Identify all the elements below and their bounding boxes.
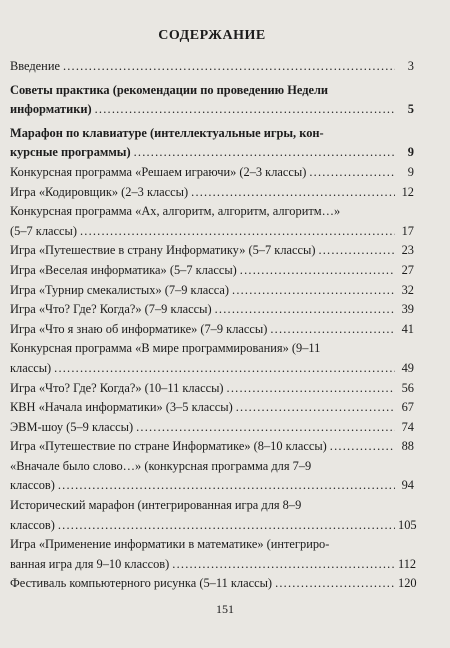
toc-entry-in-the-beginning[interactable]: [10, 457, 414, 496]
toc-page-number: 23: [401, 243, 414, 258]
toc-entry-programming-world[interactable]: [10, 339, 414, 378]
toc-page-number: 12: [401, 184, 414, 199]
page-title: СОДЕРЖАНИЕ: [158, 28, 266, 43]
toc-entry-text-line1: «Вначале было слово…» (конкурсная программа для 7–9: [10, 458, 312, 473]
toc-entry-text-line1: Советы практика (рекомендации по проведению Недели: [10, 82, 329, 97]
page-number: 151: [216, 602, 234, 616]
toc-entry-text: Фестиваль компьютерного рисунка (5–11 классы): [10, 576, 273, 591]
toc-entry-text: Игра «Кодировщик» (2–3 классы): [10, 184, 189, 199]
toc-entry-text: классов): [10, 517, 55, 532]
toc-page-number: 32: [401, 282, 414, 297]
toc-page-number: 94: [401, 478, 414, 493]
toc-page-number: 27: [401, 262, 414, 277]
toc-entry-text: Конкурсная программа «Решаем играючи» (2–3 классы): [10, 164, 307, 179]
toc-entry-historical-marathon[interactable]: [10, 496, 417, 535]
toc-entry-playful-solving[interactable]: [10, 163, 414, 183]
leader-dots: [270, 320, 395, 340]
leader-dots: [232, 281, 395, 301]
toc-entry-kvn[interactable]: [10, 398, 414, 418]
toc-entry-text: Игра «Путешествие в страну Информатику» (5–7 классы): [10, 243, 316, 258]
toc-entry-text-line1: Конкурсная программа «В мире программирования» (9–11: [10, 341, 321, 356]
toc-entry-text: Игра «Турнир смекалистых» (7–9 класса): [10, 282, 230, 297]
leader-dots: [134, 143, 395, 163]
toc-page-number: 112: [398, 556, 417, 571]
table-of-contents: [10, 57, 417, 594]
toc-entry-algorithm-program[interactable]: [10, 202, 414, 241]
toc-page-number: 74: [401, 419, 414, 434]
toc-page-number: 67: [401, 400, 414, 415]
leader-dots: [215, 300, 395, 320]
toc-entry-text: Игра «Что? Где? Когда?» (10–11 классы): [10, 380, 224, 395]
toc-page-number: 39: [401, 302, 414, 317]
toc-entry-informatics-in-math[interactable]: [10, 535, 417, 574]
toc-page-number: 9: [407, 164, 414, 179]
toc-entry-text: КВН «Начала информатики» (3–5 классы): [10, 400, 233, 415]
toc-entry-smart-tournament[interactable]: [10, 281, 414, 301]
toc-entry-text: Введение: [10, 59, 60, 73]
leader-dots: [191, 183, 395, 203]
leader-dots: [236, 398, 395, 418]
toc-page-number: 56: [401, 380, 414, 395]
toc-page-number: 9: [407, 145, 414, 160]
toc-entry-text: информатики): [10, 102, 92, 117]
toc-entry-text: Игра «Что? Где? Когда?» (7–9 классы): [10, 302, 212, 317]
leader-dots: [58, 516, 395, 536]
leader-dots: [80, 222, 395, 242]
toc-page-number: 120: [398, 576, 417, 591]
leader-dots: [240, 261, 395, 281]
toc-entry-what-where-when-7-9[interactable]: [10, 300, 414, 320]
toc-entry-journey-informatics[interactable]: [10, 241, 414, 261]
leader-dots: [95, 100, 395, 120]
toc-page-number: 88: [401, 439, 414, 454]
toc-entry-text: ванная игра для 9–10 классов): [10, 556, 170, 571]
toc-entry-text-line1: Исторический марафон (интегрированная игра для 8–9: [10, 498, 302, 513]
leader-dots: [309, 163, 395, 183]
toc-entry-what-i-know[interactable]: [10, 320, 414, 340]
leader-dots: [318, 241, 395, 261]
toc-entry-text: классов): [10, 478, 55, 493]
toc-page-number: 17: [401, 223, 414, 238]
toc-entry-introduction[interactable]: [10, 57, 414, 77]
toc-page-number: 5: [407, 102, 414, 117]
toc-entry-text: ЭВМ-шоу (5–9 классы): [10, 419, 134, 434]
leader-dots: [63, 57, 395, 77]
toc-entry-text: Игра «Веселая информатика» (5–7 классы): [10, 262, 237, 277]
toc-page-number: 105: [398, 517, 417, 532]
toc-entry-computer-show[interactable]: [10, 418, 414, 438]
toc-entry-what-where-when-10-11[interactable]: [10, 379, 414, 399]
toc-entry-encoder-game[interactable]: [10, 183, 414, 203]
toc-page-number: 3: [407, 59, 414, 73]
leader-dots: [275, 574, 395, 594]
toc-entry-text-line1: Конкурсная программа «Ах, алгоритм, алгоритм, алгоритм…»: [10, 204, 341, 219]
leader-dots: [54, 359, 395, 379]
toc-entry-journey-country[interactable]: [10, 437, 414, 457]
leader-dots: [58, 476, 395, 496]
leader-dots: [172, 555, 395, 575]
leader-dots: [330, 437, 395, 457]
toc-entry-practitioner-tips[interactable]: [10, 81, 414, 120]
toc-entry-text: Игра «Что я знаю об информатике» (7–9 классы): [10, 321, 268, 336]
leader-dots: [227, 379, 395, 399]
toc-page-number: 41: [401, 321, 414, 336]
leader-dots: [136, 418, 395, 438]
toc-entry-text: классы): [10, 360, 52, 375]
toc-entry-keyboard-marathon[interactable]: [10, 124, 414, 163]
toc-entry-fun-informatics[interactable]: [10, 261, 414, 281]
toc-entry-text: (5–7 классы): [10, 223, 77, 238]
toc-entry-text-line1: Игра «Применение информатики в математике» (интегриро-: [10, 537, 330, 552]
toc-page-number: 49: [401, 360, 414, 375]
toc-entry-drawing-festival[interactable]: [10, 574, 417, 594]
toc-entry-text: Игра «Путешествие по стране Информатике» (8–10 классы): [10, 439, 327, 454]
toc-entry-text: курсные программы): [10, 145, 131, 160]
toc-entry-text-line1: Марафон по клавиатуре (интеллектуальные игры, кон-: [10, 125, 324, 140]
